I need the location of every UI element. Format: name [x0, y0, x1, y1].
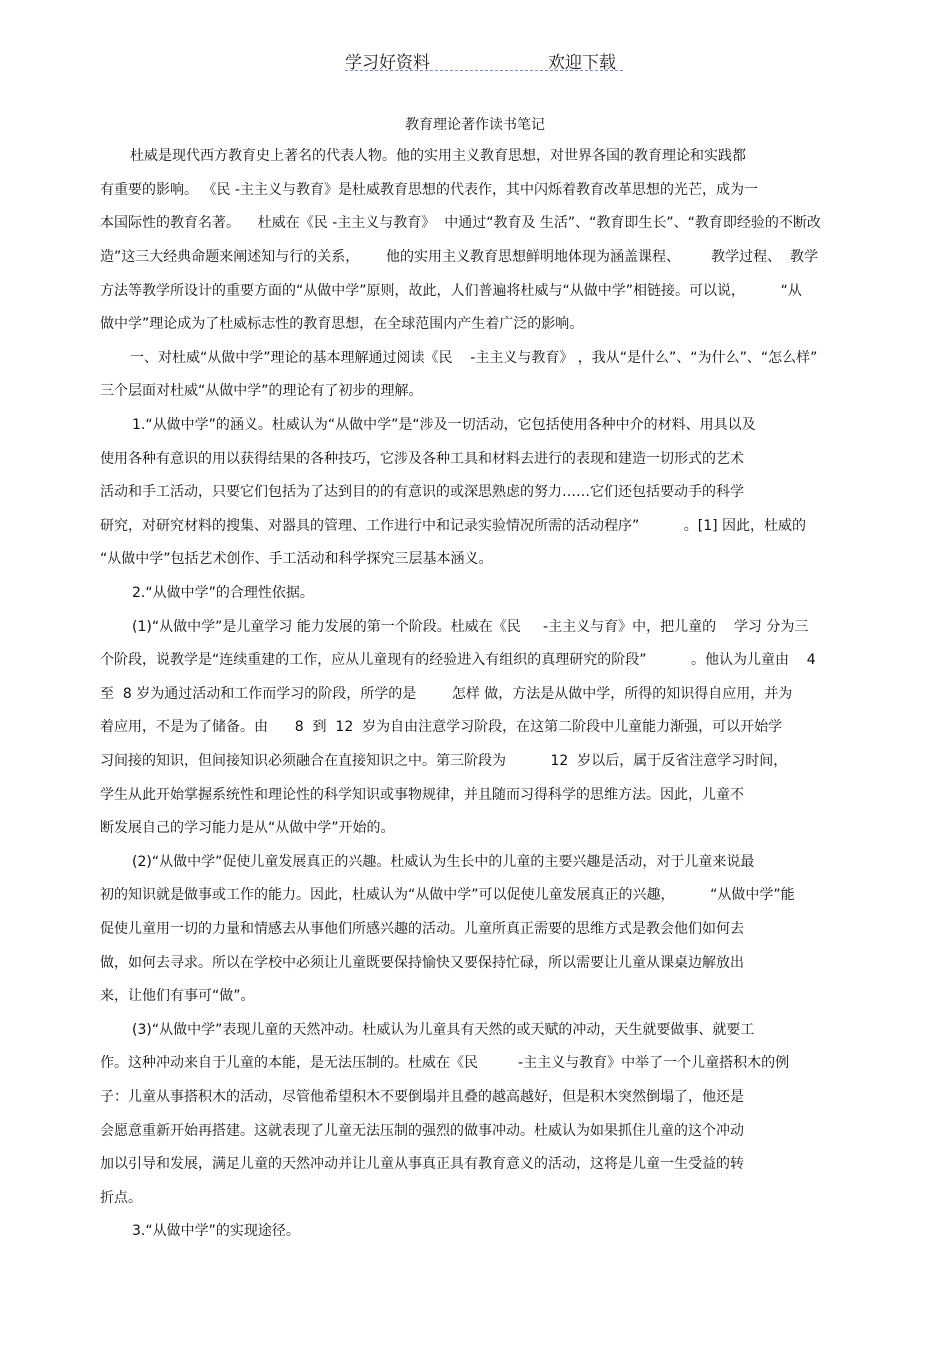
text-line: 来，让他们有事可“做”。: [100, 988, 255, 1004]
text-line: 杜威是现代西方教育史上著名的代表人物。他的实用主义教育思想，对世界各国的教育理论和实践都: [130, 148, 746, 164]
text-line: 学生从此开始掌握系统性和理论性的科学知识或事物规律，并且随而习得科学的思维方法。因此，儿童不: [100, 787, 744, 803]
text-line: 一、对杜威“从做中学”理论的基本理解通过阅读《民 -主主义与教育》 ，我从“是什么”、“为什么”、“怎么样”: [130, 350, 818, 366]
text-line: 作。这种冲动来自于儿童的本能，是无法压制的。杜威在《民 -主主义与教育》中举了一个儿童搭积木的例: [100, 1055, 790, 1071]
page-header: [345, 48, 625, 74]
text-line: 做，如何去寻求。所以在学校中必须让儿童既要保持愉快又要保持忙碌，所以需要让儿童从课桌边解放出: [100, 955, 744, 971]
text-line: 研究，对研究材料的搜集、对器具的管理、工作进行中和记录实验情况所需的活动程序” 。[1] 因此，杜威的: [100, 518, 807, 534]
text-line: (3)“从做中学”表现儿童的天然冲动。杜威认为儿童具有天然的或天赋的冲动，天生就要做事、就要工: [132, 1022, 755, 1038]
text-line: 本国际性的教育名著。 杜威在《民 -主主义与教育》 中通过“教育及 生活”、“教育即生长”、“教育即经验的不断改: [100, 215, 821, 231]
text-line: 造”这三大经典命题来阐述知与行的关系， 他的实用主义教育思想鲜明地体现为涵盖课程、 教学过程、 教学: [100, 249, 819, 265]
text-line: 方法等教学所设计的重要方面的“从做中学”原则，故此，人们普遍将杜威与“从做中学”相链接。可以说， “从: [100, 283, 802, 299]
header-dashed-underline: [345, 70, 623, 71]
text-line: 三个层面对杜威“从做中学”的理论有了初步的理解。: [100, 383, 423, 399]
text-line: 有重要的影响。 《民 -主主义与教育》是杜威教育思想的代表作，其中闪烁着教育改革思想的光芒，成为一: [100, 182, 758, 198]
text-line: 着应用，不是为了储备。由 8 到 12 岁为自由注意学习阶段，在这第二阶段中儿童能力渐强，可以开始学: [100, 719, 783, 735]
document-title: 教育理论著作读书笔记: [405, 117, 545, 133]
text-line: 2.“从做中学”的合理性依据。: [132, 585, 314, 601]
text-line: 使用各种有意识的用以获得结果的各种技巧，它涉及各种工具和材料去进行的表现和建造一切形式的艺术: [100, 451, 744, 467]
text-line: 做中学”理论成为了杜威标志性的教育思想，在全球范围内产生着广泛的影响。: [100, 316, 584, 332]
text-line: 初的知识就是做事或工作的能力。因此，杜威认为“从做中学”可以促使儿童发展真正的兴趣， “从做中学”能: [100, 887, 795, 903]
text-line: 至 8 岁为通过活动和工作而学习的阶段，所学的是 怎样 做，方法是从做中学，所得的知识得自应用，并为: [100, 686, 793, 702]
text-line: 子：儿童从事搭积木的活动，尽管他希望积木不要倒塌并且叠的越高越好，但是积木突然倒塌了，他还是: [100, 1089, 744, 1105]
header-left-text: 学习好资料: [345, 53, 430, 73]
text-line: 个阶段，说教学是“连续重建的工作，应从儿童现有的经验进入有组织的真理研究的阶段” 。他认为儿童由 4: [100, 652, 816, 668]
text-line: 3.“从做中学”的实现途径。: [132, 1223, 300, 1239]
text-line: 会愿意重新开始再搭建。这就表现了儿童无法压制的强烈的做事冲动。杜威认为如果抓住儿童的这个冲动: [100, 1123, 744, 1139]
text-line: 1.“从做中学”的涵义。杜威认为“从做中学”是“涉及一切活动，它包括使用各种中介的材料、用具以及: [132, 417, 756, 433]
text-line: 断发展自己的学习能力是从“从做中学”开始的。: [100, 820, 395, 836]
text-line: 折点。: [100, 1190, 142, 1206]
text-line: 加以引导和发展，满足儿童的天然冲动并让儿童从事真正具有教育意义的活动，这将是儿童一生受益的转: [100, 1156, 744, 1172]
text-line: 活动和手工活动，只要它们包括为了达到目的的有意识的或深思熟虑的努力……它们还包括要动手的科学: [100, 484, 744, 500]
text-line: (2)“从做中学”促使儿童发展真正的兴趣。杜威认为生长中的儿童的主要兴趣是活动，对于儿童来说最: [132, 854, 755, 870]
header-right-text: 欢迎下载: [548, 53, 616, 73]
text-line: 习间接的知识，但间接知识必须融合在直接知识之中。第三阶段为 12 岁以后，属于反省注意学习时间，: [100, 753, 788, 769]
text-line: (1)“从做中学”是儿童学习 能力发展的第一个阶段。杜威在《民 -主主义与育》中，把儿童的 学习 分为三: [132, 619, 809, 635]
text-line: 促使儿童用一切的力量和情感去从事他们所感兴趣的活动。儿童所真正需要的思维方式是教会他们如何去: [100, 921, 744, 937]
text-line: “从做中学”包括艺术创作、手工活动和科学探究三层基本涵义。: [100, 551, 493, 567]
